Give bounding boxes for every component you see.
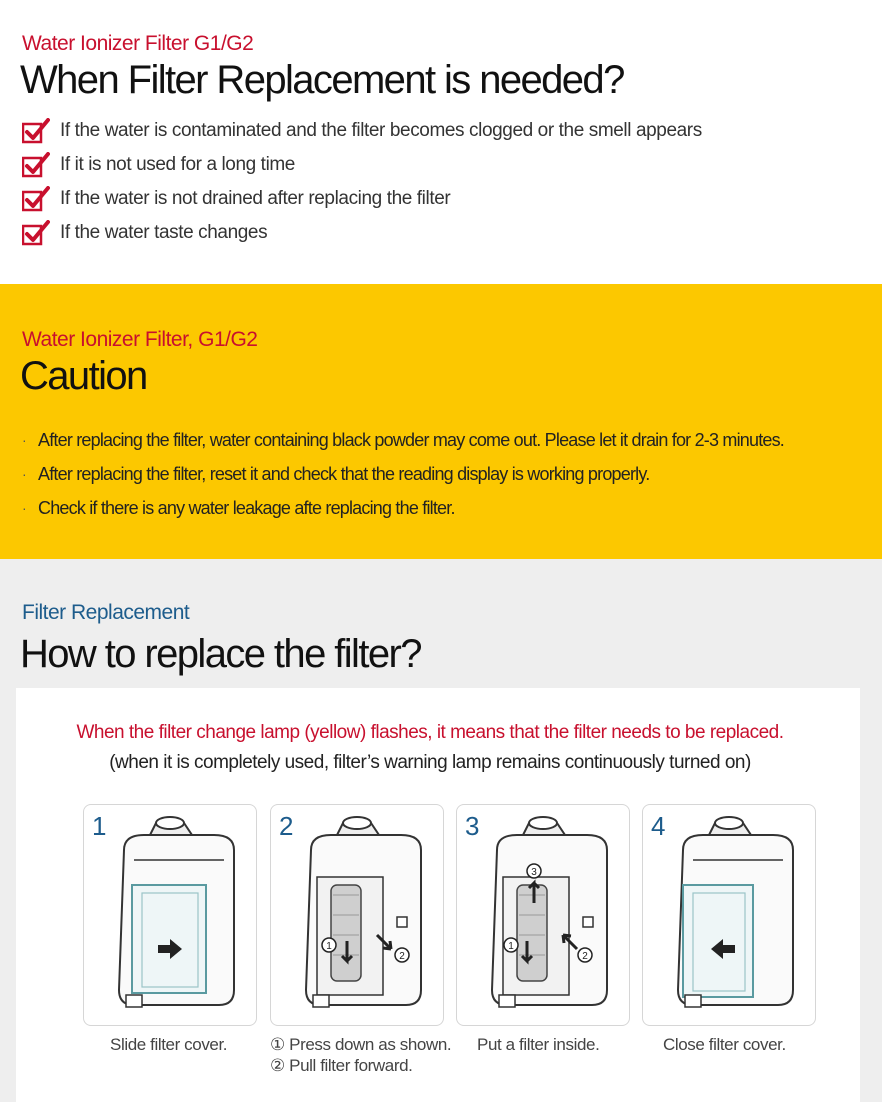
device-illustration <box>84 805 258 1027</box>
bullet: · <box>22 500 26 516</box>
check-icon <box>22 152 50 178</box>
howto-headline: How to replace the filter? <box>20 632 421 676</box>
caution-text: Check if there is any water leakage afte replacing the filter. <box>38 497 455 518</box>
section-headline: When Filter Replacement is needed? <box>20 58 624 102</box>
caution-headline: Caution <box>20 354 147 398</box>
caption-line: ② Pull filter forward. <box>270 1056 413 1075</box>
step-caption-4 <box>663 1034 786 1055</box>
checklist-item <box>22 114 702 148</box>
caption-line: ① Press down as shown. <box>270 1035 452 1054</box>
caution-item <box>22 457 784 491</box>
step-caption-2 <box>270 1034 451 1076</box>
caution-text: After replacing the filter, reset it and check that the reading display is working properly. <box>38 463 650 484</box>
svg-text:2: 2 <box>399 951 405 962</box>
checklist-text: If the water is contaminated and the filter becomes clogged or the smell appears <box>60 120 702 141</box>
lamp-notice-detail: (when it is completely used, filter’s warning lamp remains continuously turned on) <box>109 752 751 773</box>
section-kicker: Water Ionizer Filter G1/G2 <box>22 32 254 55</box>
lamp-notice: When the filter change lamp (yellow) flashes, it means that the filter needs to be replaced. <box>76 722 784 743</box>
svg-text:1: 1 <box>326 941 332 952</box>
caption-line: Close filter cover. <box>663 1035 786 1054</box>
check-icon <box>22 186 50 212</box>
device-illustration <box>643 805 817 1027</box>
check-icon <box>22 118 50 144</box>
checklist-item <box>22 182 702 216</box>
caption-line: Put a filter inside. <box>477 1035 600 1054</box>
step-caption-3 <box>477 1034 599 1055</box>
step-card-2 <box>270 804 444 1026</box>
checklist <box>22 114 702 250</box>
caution-kicker: Water Ionizer Filter, G1/G2 <box>22 328 258 351</box>
caution-item <box>22 423 784 457</box>
caution-item <box>22 491 784 525</box>
step-number: 4 <box>651 811 666 841</box>
checklist-text: If the water taste changes <box>60 222 268 243</box>
checklist-item <box>22 216 702 250</box>
caption-line: Slide filter cover. <box>110 1035 228 1054</box>
caution-text: After replacing the filter, water containing black powder may come out. Please let it drain for 2-3 minutes. <box>38 429 785 450</box>
checklist-text: If the water is not drained after replacing the filter <box>60 188 451 209</box>
svg-text:3: 3 <box>531 867 537 878</box>
device-illustration <box>457 805 631 1027</box>
step-card-4 <box>642 804 816 1026</box>
step-number: 3 <box>465 811 480 841</box>
step-number: 2 <box>279 811 294 841</box>
step-caption-1 <box>110 1034 227 1055</box>
caution-list <box>22 423 784 525</box>
step-number: 1 <box>92 811 107 841</box>
check-icon <box>22 220 50 246</box>
checklist-text: If it is not used for a long time <box>60 154 295 175</box>
checklist-item <box>22 148 702 182</box>
svg-text:1: 1 <box>508 941 514 952</box>
step-card-1 <box>83 804 257 1026</box>
device-illustration <box>271 805 445 1027</box>
replacement-needed-section <box>0 0 882 284</box>
svg-text:2: 2 <box>582 951 588 962</box>
bullet: · <box>22 432 26 448</box>
howto-kicker: Filter Replacement <box>22 601 190 624</box>
bullet: · <box>22 466 26 482</box>
step-card-3 <box>456 804 630 1026</box>
